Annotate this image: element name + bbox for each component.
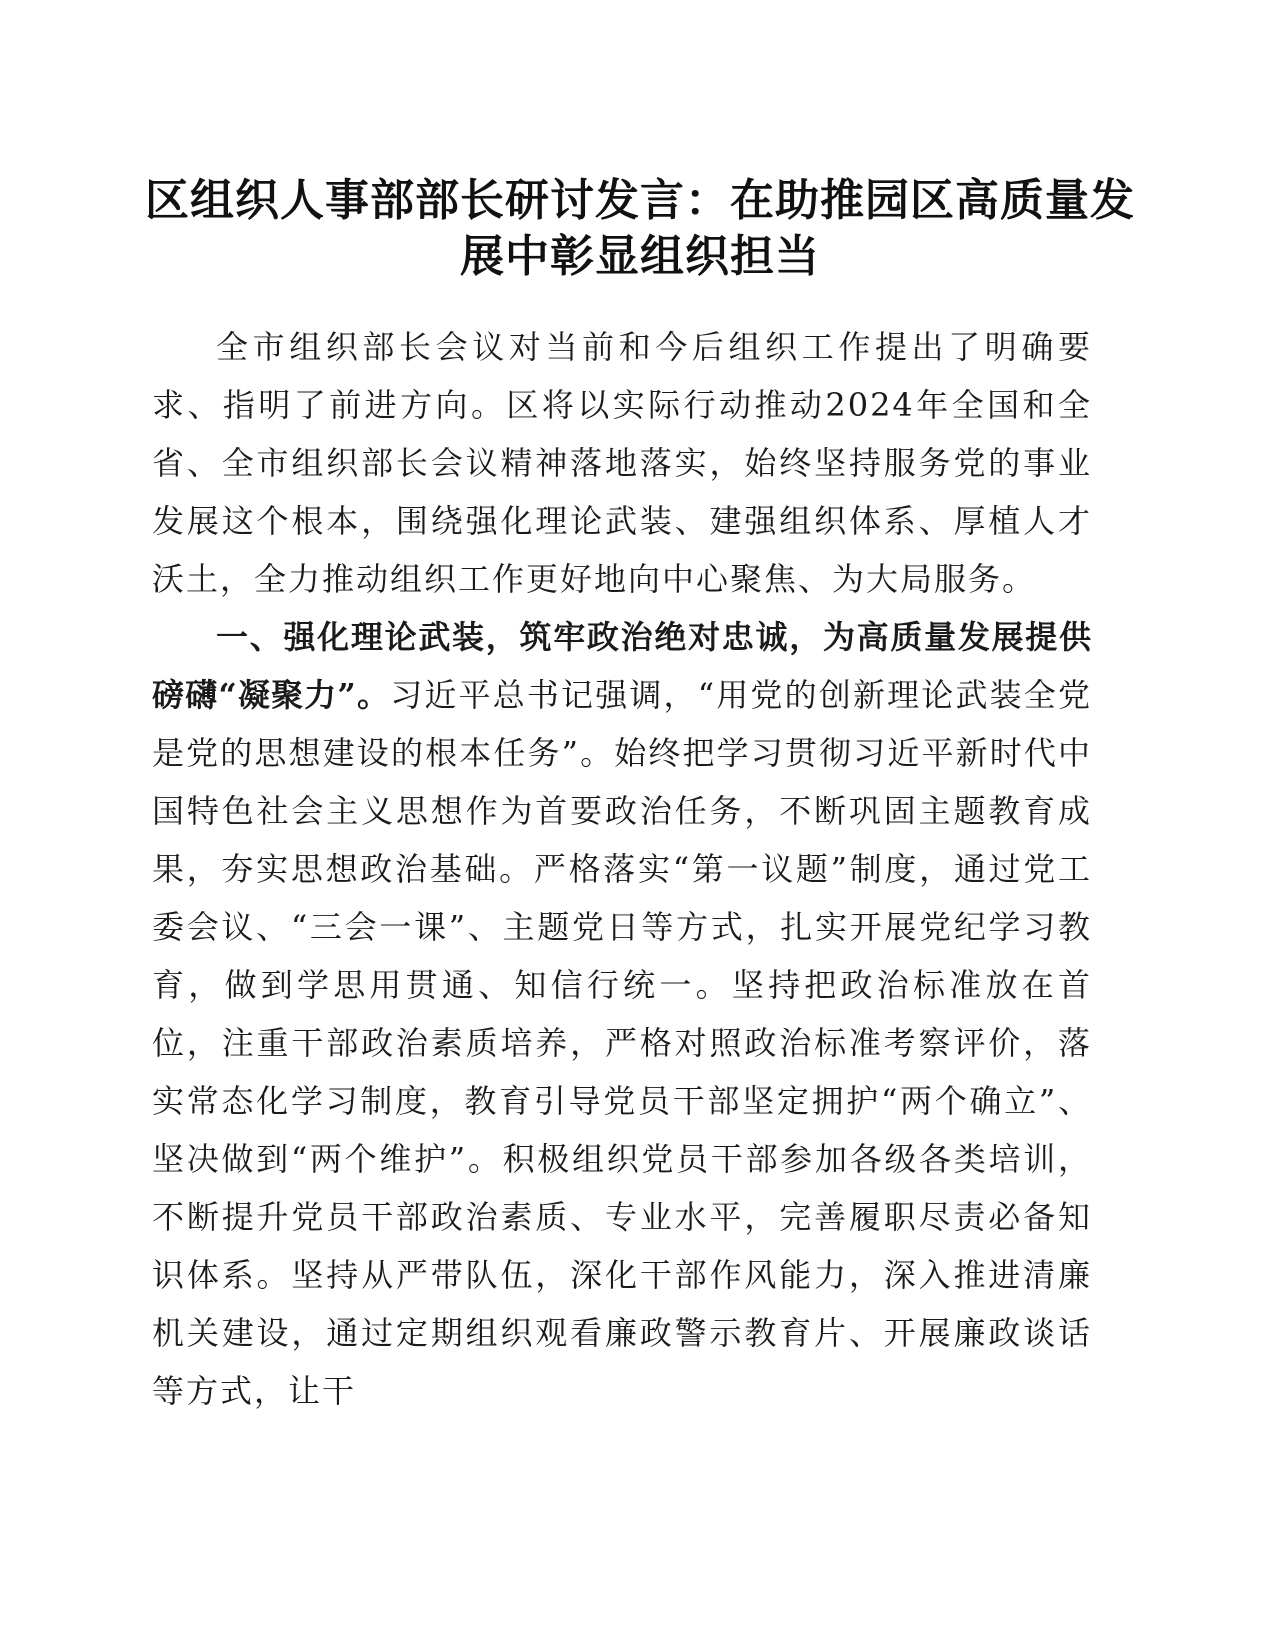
section-one-paragraph — [152, 608, 1092, 1420]
document-title: 区组织人事部部长研讨发言：在助推园区高质量发展中彰显组织担当 — [145, 175, 1135, 282]
intro-paragraph-text: 全市组织部长会议对当前和今后组织工作提出了明确要求、指明了前进方向。区将以实际行动推动2024年全国和全省、全市组织部长会议精神落地落实，始终坚持服务党的事业发展这个根本，围绕强化理论武装、建强组织体系、厚植人才沃土，全力推动组织工作更好地向中心聚焦、为大局服务。 — [152, 328, 1092, 598]
section-one-heading: 一、强化理论武装，筑牢政治绝对忠诚，为高质量发展提供磅礴“凝聚力”。 — [152, 618, 1092, 714]
section-one-text: 习近平总书记强调，“用党的创新理论武装全党是党的思想建设的根本任务”。始终把学习贯彻习近平新时代中国特色社会主义思想作为首要政治任务，不断巩固主题教育成果，夯实思想政治基础。严格落实“第一议题”制度，通过党工委会议、“三会一课”、主题党日等方式，扎实开展党纪学习教育，做到学思用贯通、知信行统一。坚持把政治标准放在首位，注重干部政治素质培养，严格对照政治标准考察评价，落实常态化学习制度，教育引导党员干部坚定拥护“两个确立”、坚决做到“两个维护”。积极组织党员干部参加各级各类培训，不断提升党员干部政治素质、专业水平，完善履职尽责必备知识体系。坚持从严带队伍，深化干部作风能力，深入推进清廉机关建设，通过定期组织观看廉政警示教育片、开展廉政谈话等方式，让干 — [152, 676, 1092, 1410]
document-body — [152, 318, 1092, 1420]
intro-paragraph — [152, 318, 1092, 608]
